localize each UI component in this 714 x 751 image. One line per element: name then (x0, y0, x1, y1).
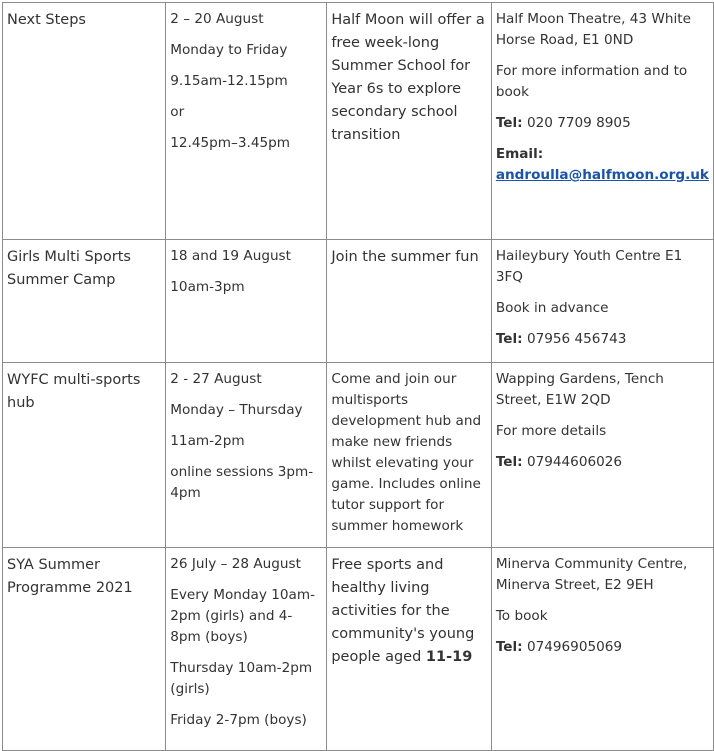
dates-cell (166, 240, 327, 363)
date-line: or (170, 104, 185, 120)
contact-cell (491, 548, 713, 751)
activity-name-cell (3, 548, 166, 751)
date-line: Monday – Thursday (170, 402, 303, 418)
tel-number: 020 7709 8905 (526, 115, 631, 131)
contact-email (496, 144, 709, 186)
contact-address: Wapping Gardens, Tench Street, E1W 2QD (495, 371, 664, 408)
activity-description: Join the summer fun (331, 249, 479, 265)
date-line: Friday 2-7pm (boys) (170, 712, 307, 728)
activity-description: Come and join our multisports development hub and make new friends whilst elevating your game. Includes online tutor support for summer homework (331, 371, 482, 534)
tel-label: Tel: (495, 454, 523, 470)
contact-info: Book in advance (495, 300, 609, 316)
email-label: Email: (495, 146, 544, 162)
date-line: 10am-3pm (170, 279, 245, 295)
table-row (3, 363, 714, 548)
activity-name-cell (3, 363, 166, 548)
date-line: 11am-2pm (170, 433, 245, 449)
contact-cell (491, 3, 713, 240)
tel-number: 07956 456743 (526, 331, 627, 347)
tel-number: 07496905069 (526, 639, 623, 655)
activity-name: Next Steps (7, 12, 86, 28)
date-line: 26 July – 28 August (170, 556, 301, 572)
dates-cell (166, 548, 327, 751)
activity-name: Girls Multi Sports Summer Camp (7, 249, 131, 288)
description-cell (327, 240, 491, 363)
date-line: Thursday 10am-2pm (girls) (170, 660, 313, 697)
tel-number: 07944606026 (526, 454, 623, 470)
contact-cell (491, 363, 713, 548)
date-line: online sessions 3pm-4pm (170, 464, 314, 501)
activity-description: Free sports and healthy living activities for the community's young people aged (331, 557, 475, 665)
contact-address: Half Moon Theatre, 43 White Horse Road, E1 0ND (495, 11, 691, 48)
table-row (3, 240, 714, 363)
date-line: Every Monday 10am-2pm (girls) and 4-8pm (boys) (170, 587, 315, 645)
contact-info: For more details (495, 423, 607, 439)
description-cell (327, 363, 491, 548)
contact-address: Haileybury Youth Centre E1 3FQ (495, 248, 683, 285)
contact-tel (496, 329, 709, 350)
contact-tel (496, 637, 709, 658)
age-range: 11-19 (425, 649, 473, 665)
contact-info: For more information and to book (495, 63, 688, 100)
dates-cell (166, 3, 327, 240)
date-line: 12.45pm–3.45pm (170, 135, 290, 151)
activity-name: SYA Summer Programme 2021 (7, 557, 133, 596)
contact-cell (491, 240, 713, 363)
tel-label: Tel: (495, 639, 523, 655)
activity-name: WYFC multi-sports hub (7, 372, 141, 411)
table-row (3, 548, 714, 751)
description-cell (327, 548, 491, 751)
email-link[interactable]: androulla@halfmoon.org.uk (495, 167, 709, 183)
activities-table (2, 2, 714, 751)
contact-address: Minerva Community Centre, Minerva Street, E2 9EH (495, 556, 688, 593)
activity-name-cell (3, 3, 166, 240)
dates-cell (166, 363, 327, 548)
table-row (3, 3, 714, 240)
tel-label: Tel: (495, 331, 523, 347)
description-cell (327, 3, 491, 240)
date-line: 2 - 27 August (170, 371, 262, 387)
contact-info: To book (495, 608, 548, 624)
date-line: 9.15am-12.15pm (170, 73, 288, 89)
tel-label: Tel: (495, 115, 523, 131)
date-line: 18 and 19 August (170, 248, 291, 264)
activity-name-cell (3, 240, 166, 363)
date-line: Monday to Friday (170, 42, 288, 58)
date-line: 2 – 20 August (170, 11, 264, 27)
activity-description: Half Moon will offer a free week-long Summer School for Year 6s to explore secondary school transition (331, 12, 485, 143)
contact-tel (496, 452, 709, 473)
contact-tel (496, 113, 709, 134)
